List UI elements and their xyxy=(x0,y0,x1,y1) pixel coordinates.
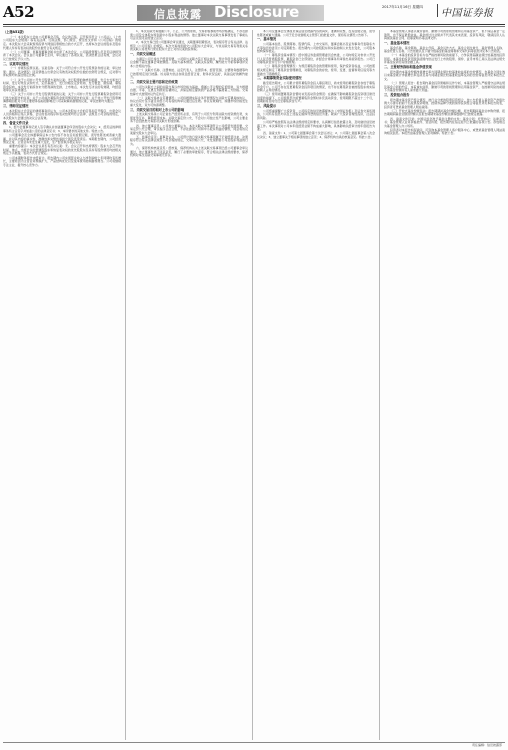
paragraph: 重要内容提示：本次会议是否有否决议案：无。会议召开和出席情况：股东大会召开的时间、地点、出席会议的普通股股东和恢复表决权的优先股股东及其持有股份情况均按相关规定予以披露，表决方式符合规定。 xyxy=(3,144,121,156)
column-divider xyxy=(379,30,380,740)
paragraph: 投资者对本报告如有疑问，可咨询本基金管理人客户服务中心，或登录基金管理人网站查询相关信息。本报告由基金管理人负责解释。特此公告。 xyxy=(384,127,505,136)
section-heading: 三、投资组合报告 xyxy=(384,92,410,97)
masthead-divider xyxy=(437,4,438,17)
paragraph: 四、备查文件：1、公司第七届董事会第十次会议决议；2、公司第七届监事会第八次会议决议；3、独立董事关于相关事项的独立意见；4、保荐机构出具的核查意见。特此公告。 xyxy=(257,131,375,139)
paragraph: 公司将严格按照有关法律法规的规定和要求，认真履行信息披露义务，及时做好信息披露工作。本次事项对公司本年度经营业绩不构成重大影响，具体影响以经审计的年度报告为准。 xyxy=(257,120,375,132)
paragraph: 四、独立董事意见：公司独立董事认为，本次关联交易事项符合公司经营发展需要，交易定价公允合理，审议程序合法合规，不存在损害公司和中小股东利益的情形，同意将该议案提交股东大会审议。 xyxy=(130,123,248,135)
section-title-en: Disclosure xyxy=(214,3,300,21)
paragraph: （一）本基金的投资目标为在严格控制风险的前提下，力争获得超越业绩比较基准的投资回报。本基金的投资范围包括国内依法发行上市的股票、债券、货币市场工具以及法律法规允许基金投资的其他金融工具。 xyxy=(384,53,505,65)
section-heading: 二、关联交易主要内容和定价政策 xyxy=(130,79,178,84)
paragraph: 为满足公司日常生产经营需要，公司拟与关联方签订相关协议，预计年度日常关联交易总金额不超过董事会审批额度。关联方基本情况、关联关系说明、履约能力分析等事项详见本公告相关内容。 xyxy=(130,56,248,68)
paragraph: 报告期内本基金份额净值增长率与同期业绩比较基准收益率的比较情况、自基金合同生效以来基金累计净值增长率变动及其与同期业绩比较基准收益率变动的比较等信息详见本报告正文。 xyxy=(384,69,505,81)
paragraph: （一）本次股东大会由公司董事会召集，会议的召集、召开程序符合《公司法》、《上市公司股东大会规则》等有关法律、行政法规、部门规章、规范性文件和《公司章程》的规定。本次股东大会采取现场投票与网络投票相结合的方式召开，出席本次会议的股东及股东代理人所持有表决权的股份总数符合有关规定。 xyxy=(3,34,121,50)
paragraph: （二）关联交易协议签署情况：公司将根据实际业务开展情况与关联方签署具体协议，协议自双方签字盖章并经公司有权机构审议通过后生效。协议有效期内，如遇市场价格发生重大变化，双方可协商调整。 xyxy=(130,95,248,107)
issue-date: 2017年11月16日 星期四 xyxy=(382,5,423,9)
paragraph: 公司董事会及全体董事保证本公告内容不存在任何虚假记载、误导性陈述或者重大遗漏，并对其内容的真实性、准确性和完整性承担个别及连带责任。本期报告期内，公司经营情况正常，主营业务未发生重大变化，生产经营秩序稳定有序。 xyxy=(3,133,121,145)
paragraph: 公司郑重提醒广大投资者，公司指定的信息披露媒体为《中国证券报》及证券交易所网站，公司所有信息均以在上述指定媒体刊登的信息为准。敬请广大投资者理性投资，注意投资风险。 xyxy=(257,108,375,120)
masthead xyxy=(0,0,508,24)
paragraph: （三）使用闲置募集资金暂时补充流动资金情况：在确保不影响募集资金投资项目建设进度的前提下，公司使用部分闲置募集资金暂时补充流动资金，使用期限不超过十二个月，到期前将及时归还至募集资金专户。 xyxy=(257,92,375,104)
paragraph: 本基金管理人承诺以诚实信用、勤勉尽责的原则管理和运用基金资产，但不保证基金一定盈利，也不保证最低收益。基金的过往业绩并不代表其未来表现，投资有风险，敬请投资人认真阅读基金合同、招募说明书等法律文件。 xyxy=(384,30,505,41)
column-divider xyxy=(252,30,253,740)
section-heading: 一、基本情况 xyxy=(257,37,277,42)
column-divider xyxy=(125,30,126,740)
section-heading: 三、风险提示 xyxy=(257,104,277,109)
section-heading: 二、议案审议情况 xyxy=(3,61,29,66)
paragraph: （二）公司董事、监事和董事会秘书出席了本次会议，公司高级管理人员及见证律师列席了本次会议。会议由公司董事长主持，审议通过了各项议案，表决结果合法有效，会议决议已按规定予以公告。 xyxy=(3,49,121,61)
section-heading: 三、律师见证情况 xyxy=(3,104,29,109)
paragraph: 公司与关联方之间的关联交易以市场价格为基础，遵循公平合理的定价原则，双方根据自愿、平等、互惠互利原则签署协议，并保证相互提供的产品价格不偏离第三方价格。交易结算方式按照协议约定执行。 xyxy=(130,84,248,96)
column-1 xyxy=(3,30,121,740)
article-columns xyxy=(3,30,505,740)
masthead-rule xyxy=(3,24,505,25)
paragraph: 四、备查文件目录：中国证监会准予基金注册的文件；基金合同；托管协议；法律意见书；基金管理人业务资格批件、营业执照；报告期内在指定报刊上披露的各项公告。存放地点为基金管理人办公场所。 xyxy=(384,116,505,128)
footer-note: 责任编辑：信息披露部 xyxy=(471,743,502,747)
paragraph: 公司本期财务报告未经审计。报告期内公司实现营业收入与净利润较上年同期均有所增长，主要原因为主营业务规模扩大、产品结构优化以及成本费用控制措施得当。公司将继续专注主业，提升核心竞争力。 xyxy=(3,155,121,167)
section-heading: 二、本期募集资金实际使用情况 xyxy=(257,76,302,81)
section-heading: 二、主要财务指标和基金净值表现 xyxy=(384,65,432,70)
column-2 xyxy=(130,30,248,740)
paragraph: 上述关联交易是公司正常生产经营所必需，有利于公司充分利用关联方的资源优势，实现优势互补，降低经营成本。关联交易定价公允，不会对公司独立性产生影响，公司主要业务不会因此类交易而对关联方形成依赖。 xyxy=(130,112,248,124)
paragraph: （一）募集资金基本情况：经中国证券监督管理委员会核准，公司向特定对象非公开发行人民币普通股股票，募集资金已全部到位，并经会计师事务所审验出具验资报告。公司已对募集资金实行专户存储管理。 xyxy=(257,53,375,65)
section-heading: 一、关联交易概述 xyxy=(130,52,156,57)
section-heading: 四、备查文件目录 xyxy=(3,120,29,125)
paragraph: 报告期末基金资产组合情况、按行业分类的股票投资组合、按公允价值占基金资产净值比例大小排序的前十名股票投资明细、按债券品种分类的债券投资组合等信息详见本报告附表，投资者可登录基金管理人网站查阅。 xyxy=(384,97,505,109)
masthead-rule-thin xyxy=(3,26,505,27)
paragraph: 截至报告期末，公司累计使用募集资金投入募投项目，尚未使用的募集资金存放于募集资金专户。公司不存在变更募集资金投资项目的情况，也不存在募集资金被控股股东或实际控制人占用的情况。 xyxy=(257,81,375,93)
paragraph: （三）关于公司非公开发行股票预案的议案；关于公司非公开发行股票募集资金使用可行性分析报告的议案；关于公司前次募集资金使用情况报告的议案；关于非公开发行股票摊薄即期回报对公司主要财务指标的影响及公司采取填补措施的议案，审议结果均为通过。 xyxy=(3,92,121,104)
paragraph: 1、本次关联交易遵循公平、公正、公开的原则，交易价格参照市场价格确定，不存在损害公司及全体股东特别是中小股东利益的情形。独立董事对本次关联交易事项发表了事前认可意见及同意的独立意见。 xyxy=(130,30,248,41)
paragraph: 五、监事会意见：监事会认为，公司预计的日常关联交易事项属于正常经营往来，决策程序符合有关法律法规及公司章程的规定，交易价格公允，未发现损害公司及股东利益的行为。 xyxy=(130,134,248,146)
paragraph: 公司基本信息、股票简称、股票代码、上市交易所、董事会秘书及证券事务代表联系方式等信息均详见公司定期报告。报告期内公司控股股东和实际控制人未发生变化，公司股本结构保持稳定。 xyxy=(257,42,375,54)
column-3 xyxy=(257,30,375,740)
section-heading: 三、关联交易目的和对上市公司的影响 xyxy=(130,107,185,112)
newspaper-logo: 中国证券报 xyxy=(441,8,494,19)
paragraph: 本次股东大会见证的律师事务所认为，公司本次股东大会的召集和召开程序、出席会议人员资格和召集人资格、会议的表决程序和表决结果均符合法律、法规及公司章程的规定，本次股东大会通过的决议合法有效。 xyxy=(3,108,121,120)
paragraph: （三）开放式基金份额变动：报告期期初基金份额总额、报告期期间基金总申购份额、报告期期间基金总赎回份额以及报告期期末基金份额总额等数据均已按规定披露。 xyxy=(384,108,505,117)
paragraph: 六、保荐机构核查意见：经核查，保荐机构认为上述关联交易事项已经公司董事会审议通过，独立董事发表了同意意见，履行了必要的审批程序，符合相关法律法规的要求，保荐机构对本次关联交易事项无异议。 xyxy=(130,146,248,158)
paragraph: 基金名称、基金简称、基金主代码、基金运作方式、基金合同生效日、基金管理人名称、基金托管人名称、公告依据以及下属分级基金的基金简称和交易代码等信息详见本公告附表。 xyxy=(384,45,505,54)
section-heading: 一、基金基本情况 xyxy=(384,40,410,45)
paragraph: 1、经与会董事和记录人签字确认并加盖董事会印章的股东大会决议；2、经见证的律师事务所主任签字并加盖公章的法律意见书；3、本所要求的其他文件。特此公告。 xyxy=(3,125,121,133)
section-heading: （上接A51版） xyxy=(3,30,26,35)
column-4 xyxy=(384,30,505,740)
paragraph: 本公司及董事会全体成员保证信息披露内容的真实、准确和完整，没有虚假记载、误导性陈述或重大遗漏。公司于近日收到相关主管部门的批复文件，现将有关情况公告如下。 xyxy=(257,30,375,37)
footer-rule xyxy=(3,742,505,743)
paragraph: （二）募集资金管理情况：为规范募集资金的管理和使用，保护投资者权益，公司按照相关规定制定了募集资金管理制度，对募集资金的存放、使用、变更、监督和责任追究等方面做出了明确规定。 xyxy=(257,64,375,76)
section-title-cn: 信息披露 xyxy=(154,8,202,21)
paragraph: （二）关于公司非公开发行股票方案的议案：发行股票的种类和面值、发行方式和发行时间、发行对象及认购方式、定价基准日、发行价格及定价原则、发行数量、限售期、募集资金投向、本次发行前滚存未分配利润的安排、上市地点、本次发行决议的有效期，均经逐项审议并获得通过。 xyxy=(3,77,121,93)
page-number: A52 xyxy=(3,3,35,21)
paragraph: （一）非累积投票议案。议案名称：关于公司符合非公开发行股票条件的议案；审议结果：通过。表决情况：同意票数占出席会议有效表决权股份总数的比例符合规定，反对票与弃权票均未超过规定比例。 xyxy=(3,66,121,78)
paragraph: （二）管理人报告：报告期内基金投资策略和运作分析，本基金管理人严格遵守法律法规及基金合同的约定，本着诚实信用、勤勉尽责的原则管理和运用基金资产，在控制风险的前提下为基金份额持有人谋求最大利益。 xyxy=(384,81,505,93)
paragraph: （一）关联方名称、注册地址、法定代表人、注册资本、经营范围、主要财务数据等均已按照规定进行披露。该关联方依法存续且经营正常，财务状况良好，具备良好的履约能力。 xyxy=(130,68,248,80)
paragraph: 2、本次交易已经公司董事会审议通过，关联董事回避表决，表决程序符合有关法律、法规及《公司章程》的规定。本次交易尚需提交公司股东大会审议，与该关联交易有利害关系的关联人将放弃行使在股东大会上对该议案的投票权。 xyxy=(130,40,248,52)
